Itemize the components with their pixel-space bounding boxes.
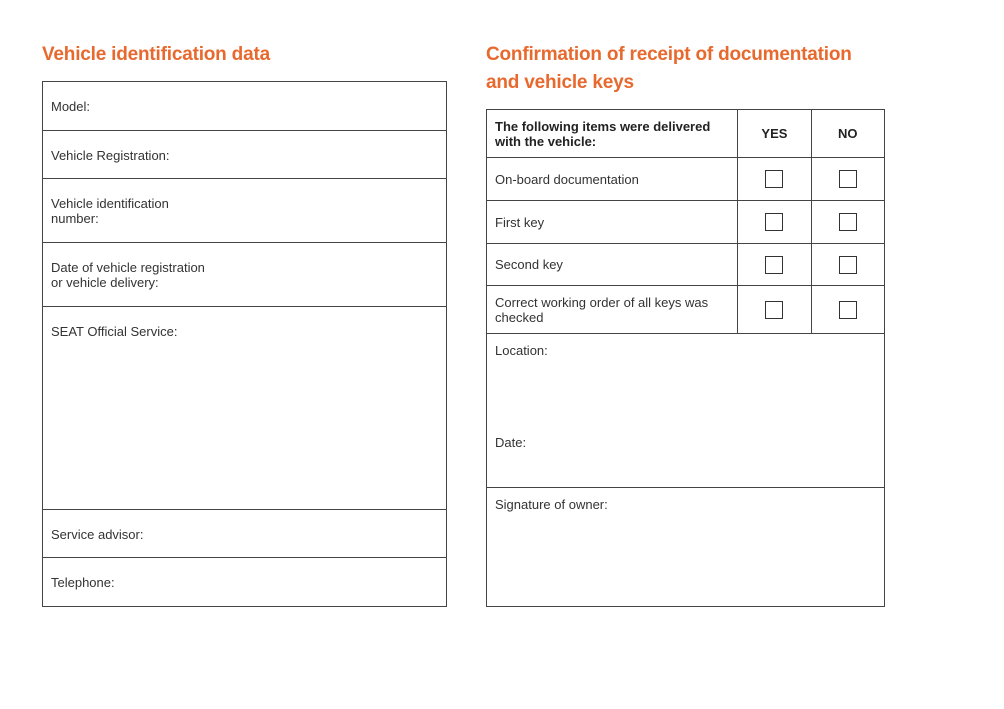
receipt-heading-line1: Confirmation of receipt of documentation [486,44,852,65]
vin-label-line2: number: [51,211,99,226]
first-key-yes-checkbox[interactable] [765,213,783,231]
receipt-confirmation-heading [486,41,852,97]
receipt-heading-line2: and vehicle keys [486,72,634,93]
location-date-field[interactable] [487,334,885,488]
keys-checked-line1: Correct working order of all keys was [495,294,709,310]
vin-label-line1: Vehicle identification [51,196,169,211]
official-service-field[interactable] [43,307,447,510]
keys-checked-yes-checkbox[interactable] [765,301,783,319]
table-row [487,201,885,244]
vin-field[interactable] [43,179,447,243]
yes-column-header: YES [738,110,811,158]
table-row [487,158,885,201]
items-header-line1: The following items were delivered [495,118,711,134]
date-label: Date: [495,435,527,450]
model-label: Model: [51,99,91,114]
second-key-yes-checkbox[interactable] [765,256,783,274]
onboard-docs-yes-checkbox[interactable] [765,170,783,188]
second-key-no-checkbox[interactable] [839,256,857,274]
telephone-label: Telephone: [51,575,115,590]
registration-date-field[interactable] [43,243,447,307]
vehicle-identification-heading: Vehicle identification data [42,44,270,65]
keys-checked-label [487,286,738,334]
vehicle-identification-table [42,81,447,607]
service-advisor-label: Service advisor: [51,527,144,542]
registration-date-label-line1: Date of vehicle registration [51,260,205,275]
no-column-header: NO [811,110,884,158]
location-label: Location: [495,343,548,358]
registration-field[interactable] [43,131,447,179]
owner-signature-field[interactable] [487,488,885,607]
registration-label: Vehicle Registration: [51,148,170,163]
registration-date-label-line2: or vehicle delivery: [51,275,159,290]
telephone-field[interactable] [43,558,447,607]
table-row [487,244,885,286]
first-key-no-checkbox[interactable] [839,213,857,231]
onboard-docs-no-checkbox[interactable] [839,170,857,188]
service-advisor-field[interactable] [43,510,447,558]
official-service-label: SEAT Official Service: [51,324,178,339]
second-key-label: Second key [487,244,738,286]
keys-checked-no-checkbox[interactable] [839,301,857,319]
keys-checked-line2: checked [495,309,544,325]
onboard-docs-label: On-board documentation [487,158,738,201]
first-key-label: First key [487,201,738,244]
receipt-confirmation-table [486,109,885,607]
signature-label: Signature of owner: [495,497,608,512]
model-field[interactable] [43,82,447,131]
items-header-line2: with the vehicle: [495,133,597,149]
items-delivered-header [487,110,738,158]
table-row [487,286,885,334]
